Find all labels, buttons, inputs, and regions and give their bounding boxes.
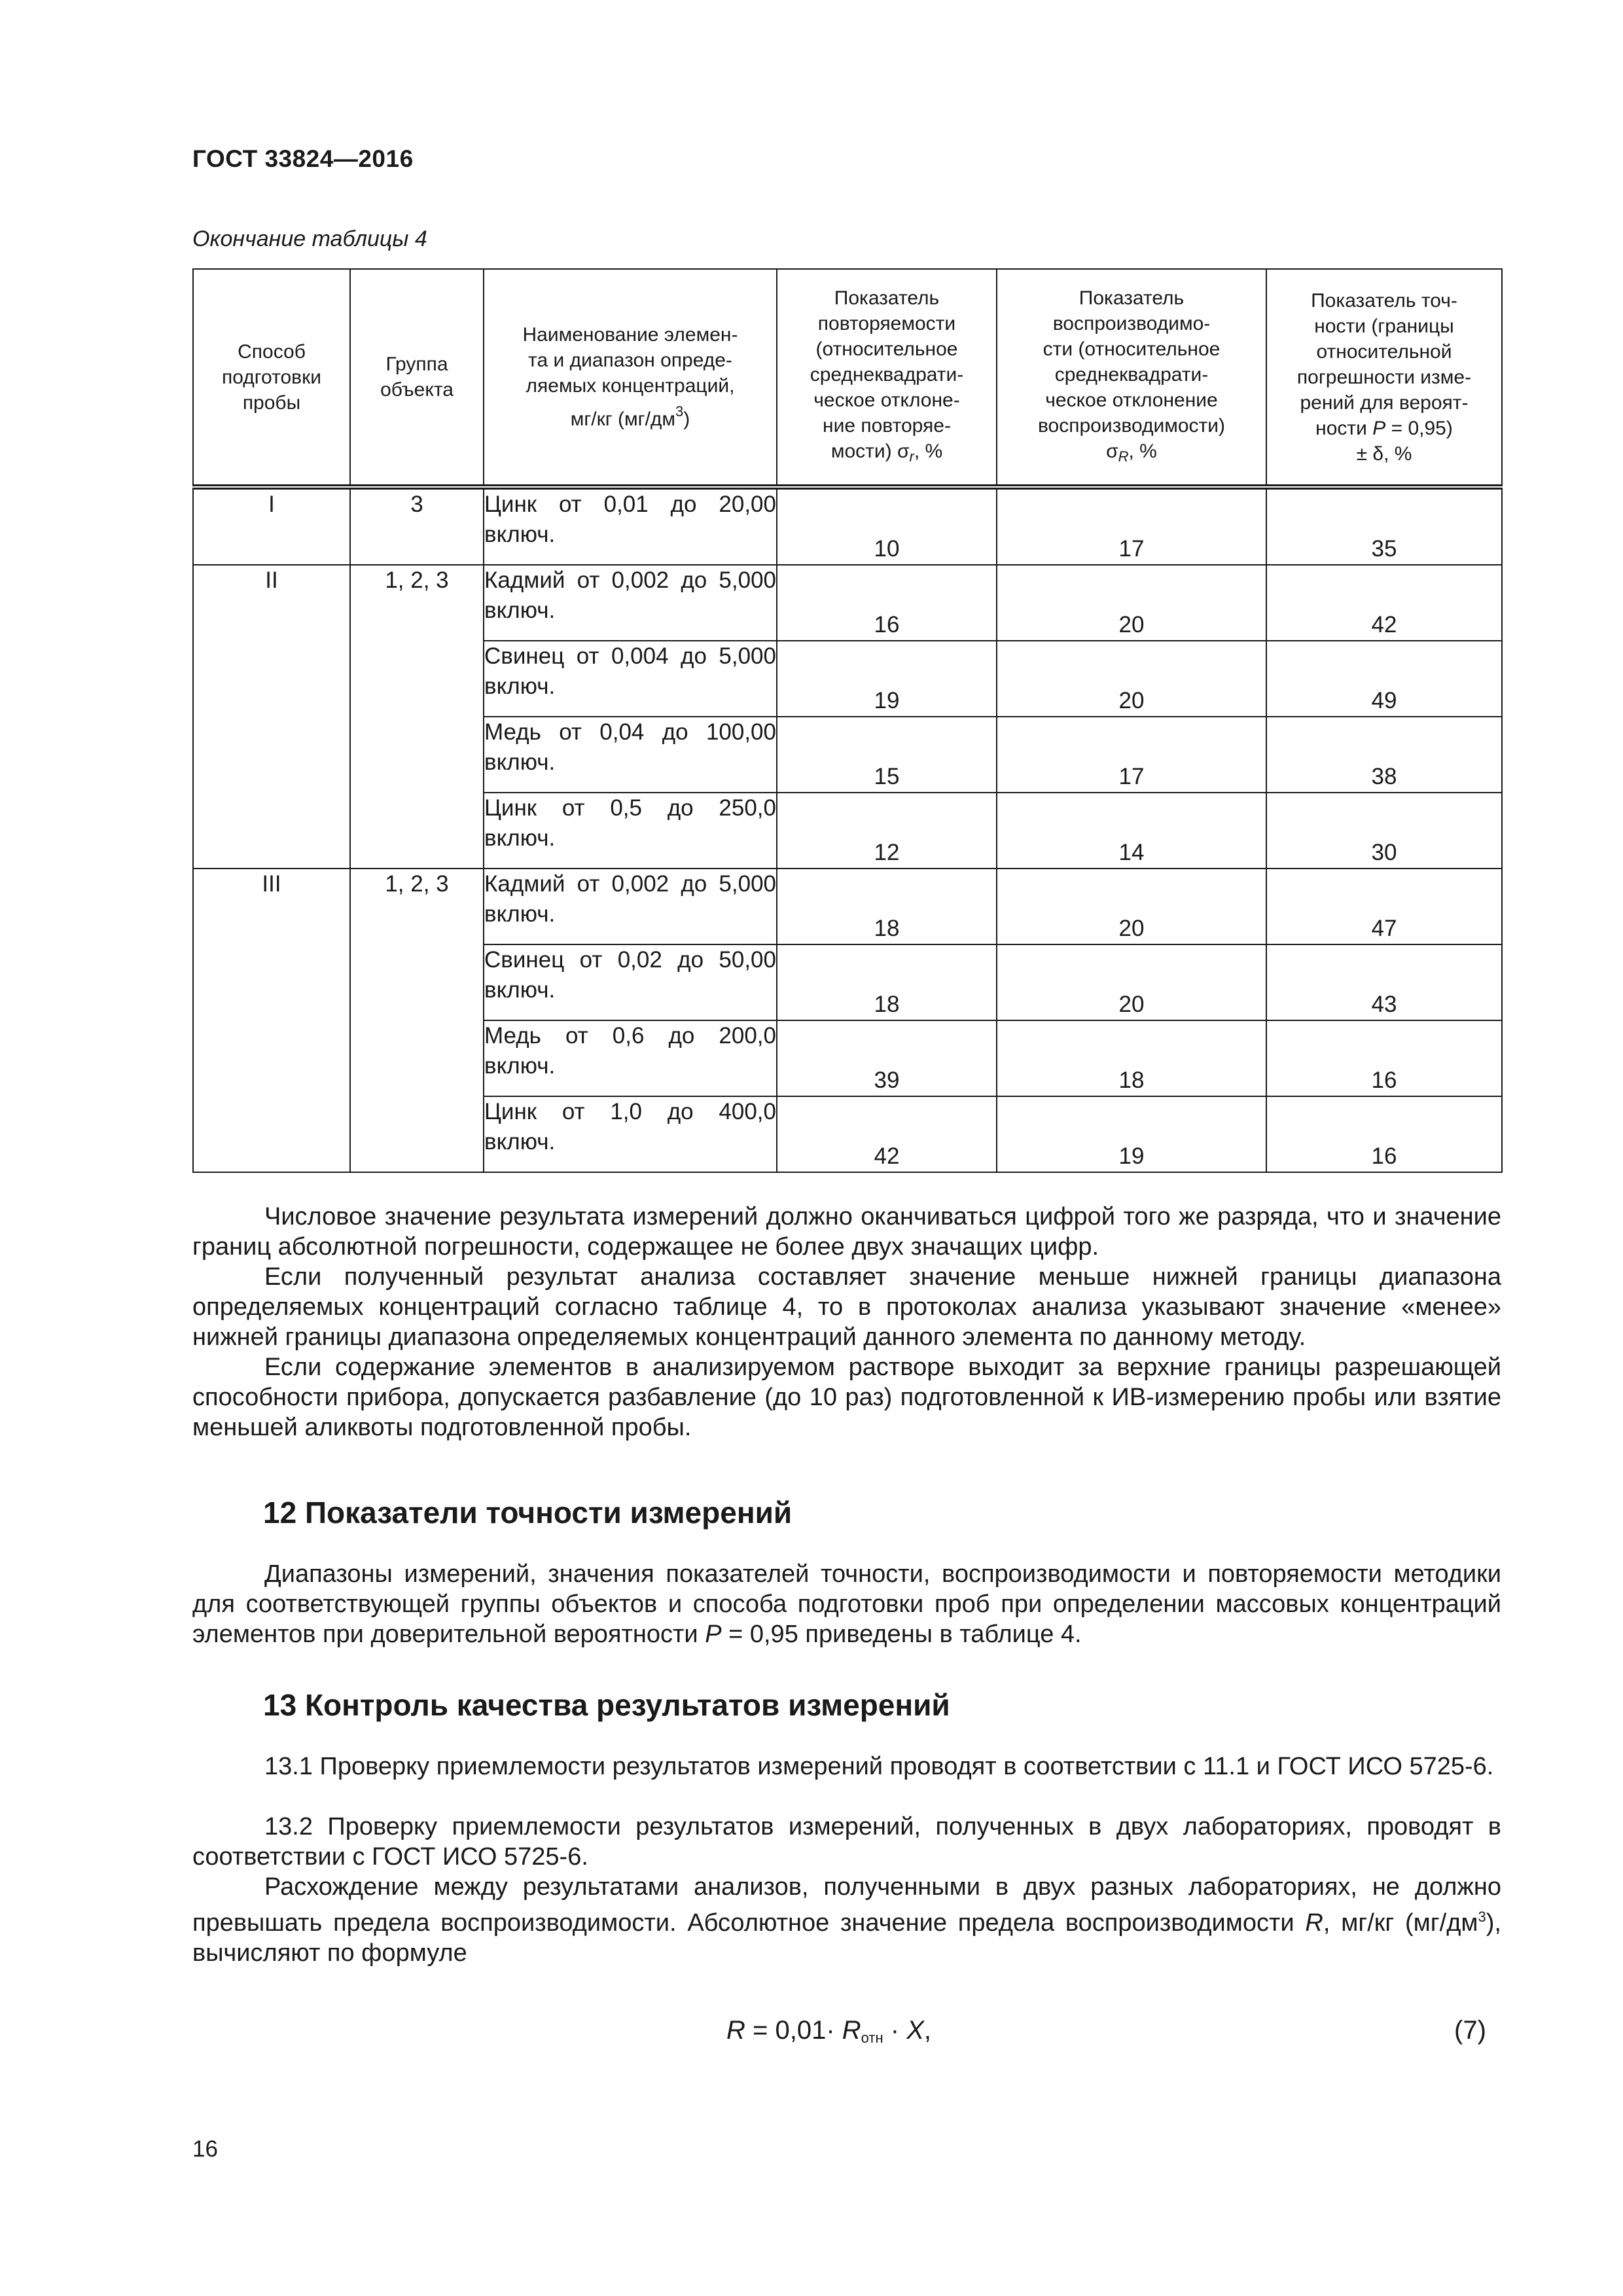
cell-method: II <box>193 565 350 869</box>
paragraph-13-1: 13.1 Проверку приемлемости результатов измерений проводят в соответствии с 11.1 и ГОСТ ИСО 5725-6. <box>264 1753 1494 1780</box>
header-line: среднеквадрати- <box>810 363 964 386</box>
header-group <box>350 269 484 487</box>
header-repeatability-lines <box>810 287 964 462</box>
cell-repeatability: 16 <box>777 565 997 641</box>
section-12-text: Диапазоны измерений, значения показателей точности, воспроизводимости и повторяемости методики для соответствующей группы объектов и способа подготовки проб при определении массовых концентраций элементов при доверительной вероятности P = 0,95 приведены в таблице 4. <box>192 1560 1501 1648</box>
table-row <box>193 565 1502 641</box>
paragraph-13-2: 13.2 Проверку приемлемости результатов измерений, полученных в двух лабораториях, проводят в соответствии с ГОСТ ИСО 5725-6. <box>192 1813 1501 1871</box>
cell-repeatability: 18 <box>777 944 997 1020</box>
paragraph-above-range: Если содержание элементов в анализируемом растворе выходит за верхние границы разрешающей способности прибора, допускается разбавление (до 10 раз) подготовленной к ИВ-измерению пробы или взятие меньшей аликвоты подготовленной пробы. <box>192 1354 1501 1441</box>
header-line: среднеквадрати- <box>1054 363 1209 386</box>
cell-reproducibility: 17 <box>997 487 1266 565</box>
cell-repeatability: 39 <box>777 1020 997 1096</box>
header-line: относительной <box>1316 340 1452 363</box>
cell-repeatability: 42 <box>777 1096 997 1172</box>
header-line: (относительное <box>815 338 958 360</box>
header-element: Наименование элемен- та и диапазон опреде- ляемых концентраций, мг/кг $(мг/дм^3)$ <box>484 269 777 487</box>
cell-repeatability: 19 <box>777 641 997 717</box>
cell-object-group: 1, 2, 3 <box>350 565 484 869</box>
document-standard-header: ГОСТ 33824—2016 <box>192 145 414 172</box>
header-line: ческое отклоне- <box>813 389 960 411</box>
page-number: 16 <box>192 2136 218 2162</box>
table-caption: Окончание таблицы 4 <box>192 226 427 251</box>
section-13-heading: 13 Контроль качества результатов измерений <box>263 1688 950 1722</box>
header-line: та и диапазон опреде- <box>528 350 732 371</box>
formula: $R = 0,01\cdot R_{отн} \cdot X$, <box>726 2016 931 2046</box>
header-line: Показатель точ- <box>1311 289 1457 312</box>
cell-reproducibility: 20 <box>997 869 1266 944</box>
cell-accuracy: 43 <box>1266 944 1502 1020</box>
cell-element: Медь от 0,04 до 100,00 включ. <box>484 717 777 793</box>
header-method <box>193 269 350 487</box>
paragraph-rounding: Числовое значение результата измерений должно оканчиваться цифрой того же разряда, что и значение границ абсолютной погрешности, содержащее не более двух значащих цифр. <box>192 1203 1501 1261</box>
header-line: мг/кг (мг/дм <box>570 408 676 430</box>
header-repeatability: Показатель повторяемости (относительное среднеквадрати- ческое отклоне- ние повторяе- мости) $\sigma_r$, % <box>777 269 997 487</box>
cell-repeatability: 10 <box>777 487 997 565</box>
cell-reproducibility: 20 <box>997 944 1266 1020</box>
header-line: погрешности изме- <box>1296 366 1472 388</box>
header-line: сти (относительное <box>1043 338 1221 360</box>
cell-accuracy: 47 <box>1266 869 1502 944</box>
header-accuracy: Показатель точ- ности (границы относительной погрешности изме- рений для вероят- ности P = 0,95) ± δ, % <box>1266 269 1502 487</box>
cell-reproducibility: 20 <box>997 641 1266 717</box>
formula-number: (7) <box>1454 2016 1486 2045</box>
header-line: воспроизводимо- <box>1052 312 1211 334</box>
table-body <box>193 487 1502 1172</box>
cell-accuracy: 38 <box>1266 717 1502 793</box>
cell-element: Цинк от 0,5 до 250,0 включ. <box>484 793 777 869</box>
cell-element: Кадмий от 0,002 до 5,000 включ. <box>484 565 777 641</box>
header-line: Способ <box>238 340 306 363</box>
data-table <box>192 268 1503 1173</box>
header-accuracy-lines <box>1297 290 1471 439</box>
header-line: Наименование элемен- <box>522 324 738 346</box>
header-line: воспроизводимости) <box>1037 414 1226 437</box>
cell-method: III <box>193 869 350 1172</box>
section-12-heading: 12 Показатели точности измерений <box>263 1496 793 1530</box>
cell-accuracy: 42 <box>1266 565 1502 641</box>
cell-reproducibility: 14 <box>997 793 1266 869</box>
header-line: ляемых концентраций, <box>526 375 735 397</box>
header-line: объекта <box>380 379 454 401</box>
header-element-lines <box>522 324 738 430</box>
cell-element: Цинк от 1,0 до 400,0 включ. <box>484 1096 777 1172</box>
cell-object-group: 3 <box>350 487 484 565</box>
header-line: ности <box>1315 417 1373 439</box>
header-reproducibility: Показатель воспроизводимо- сти (относительное среднеквадрати- ческое отклонение воспроизводимости) $\sigma_R$, % <box>997 269 1266 487</box>
header-line: Группа <box>385 353 448 375</box>
cell-element: Кадмий от 0,002 до 5,000 включ. <box>484 869 777 944</box>
cell-repeatability: 12 <box>777 793 997 869</box>
cell-reproducibility: 20 <box>997 565 1266 641</box>
cell-reproducibility: 17 <box>997 717 1266 793</box>
cell-reproducibility: 19 <box>997 1096 1266 1172</box>
table-header-row <box>193 269 1502 487</box>
cell-object-group: 1, 2, 3 <box>350 869 484 1172</box>
header-line: подготовки <box>222 366 321 388</box>
header-reproducibility-lines <box>1038 287 1225 462</box>
header-line: σ <box>1106 440 1118 462</box>
header-line: мости) σ <box>830 440 910 462</box>
cell-element: Свинец от 0,02 до 50,00 включ. <box>484 944 777 1020</box>
header-line: рений для вероят- <box>1300 391 1469 414</box>
cell-element: Свинец от 0,004 до 5,000 включ. <box>484 641 777 717</box>
cell-reproducibility: 18 <box>997 1020 1266 1096</box>
cell-accuracy: 16 <box>1266 1096 1502 1172</box>
cell-accuracy: 30 <box>1266 793 1502 869</box>
cell-element: Медь от 0,6 до 200,0 включ. <box>484 1020 777 1096</box>
cell-accuracy: 16 <box>1266 1020 1502 1096</box>
cell-accuracy: 49 <box>1266 641 1502 717</box>
header-line: повторяемости <box>817 312 956 334</box>
header-line: ности (границы <box>1314 315 1454 337</box>
cell-accuracy: 35 <box>1266 487 1502 565</box>
table-row <box>193 487 1502 565</box>
header-line: пробы <box>242 391 301 414</box>
paragraph-below-range: Если полученный результат анализа составляет значение меньше нижней границы диапазона определяемых концентраций согласно таблице 4, то в протоколах анализа указывают значение «менее» нижней границы диапазона определяемых концентраций данного элемента по данному методу. <box>192 1263 1501 1351</box>
paragraph-divergence: Расхождение между результатами анализов, полученными в двух разных лабораториях, не должно превышать предела воспроизводимости. Абсолютное значение предела воспроизводимости R, мг/кг $(мг/дм^3)$, вычисляют по формуле <box>192 1873 1501 1967</box>
cell-repeatability: 18 <box>777 869 997 944</box>
header-line: ческое отклонение <box>1045 389 1218 411</box>
cell-repeatability: 15 <box>777 717 997 793</box>
header-line: Показатель <box>834 287 940 309</box>
header-line: Показатель <box>1079 287 1185 309</box>
cell-element: Цинк от 0,01 до 20,00 включ. <box>484 487 777 565</box>
cell-method: I <box>193 487 350 565</box>
header-line: ние повторяе- <box>823 414 951 437</box>
table-row <box>193 869 1502 944</box>
